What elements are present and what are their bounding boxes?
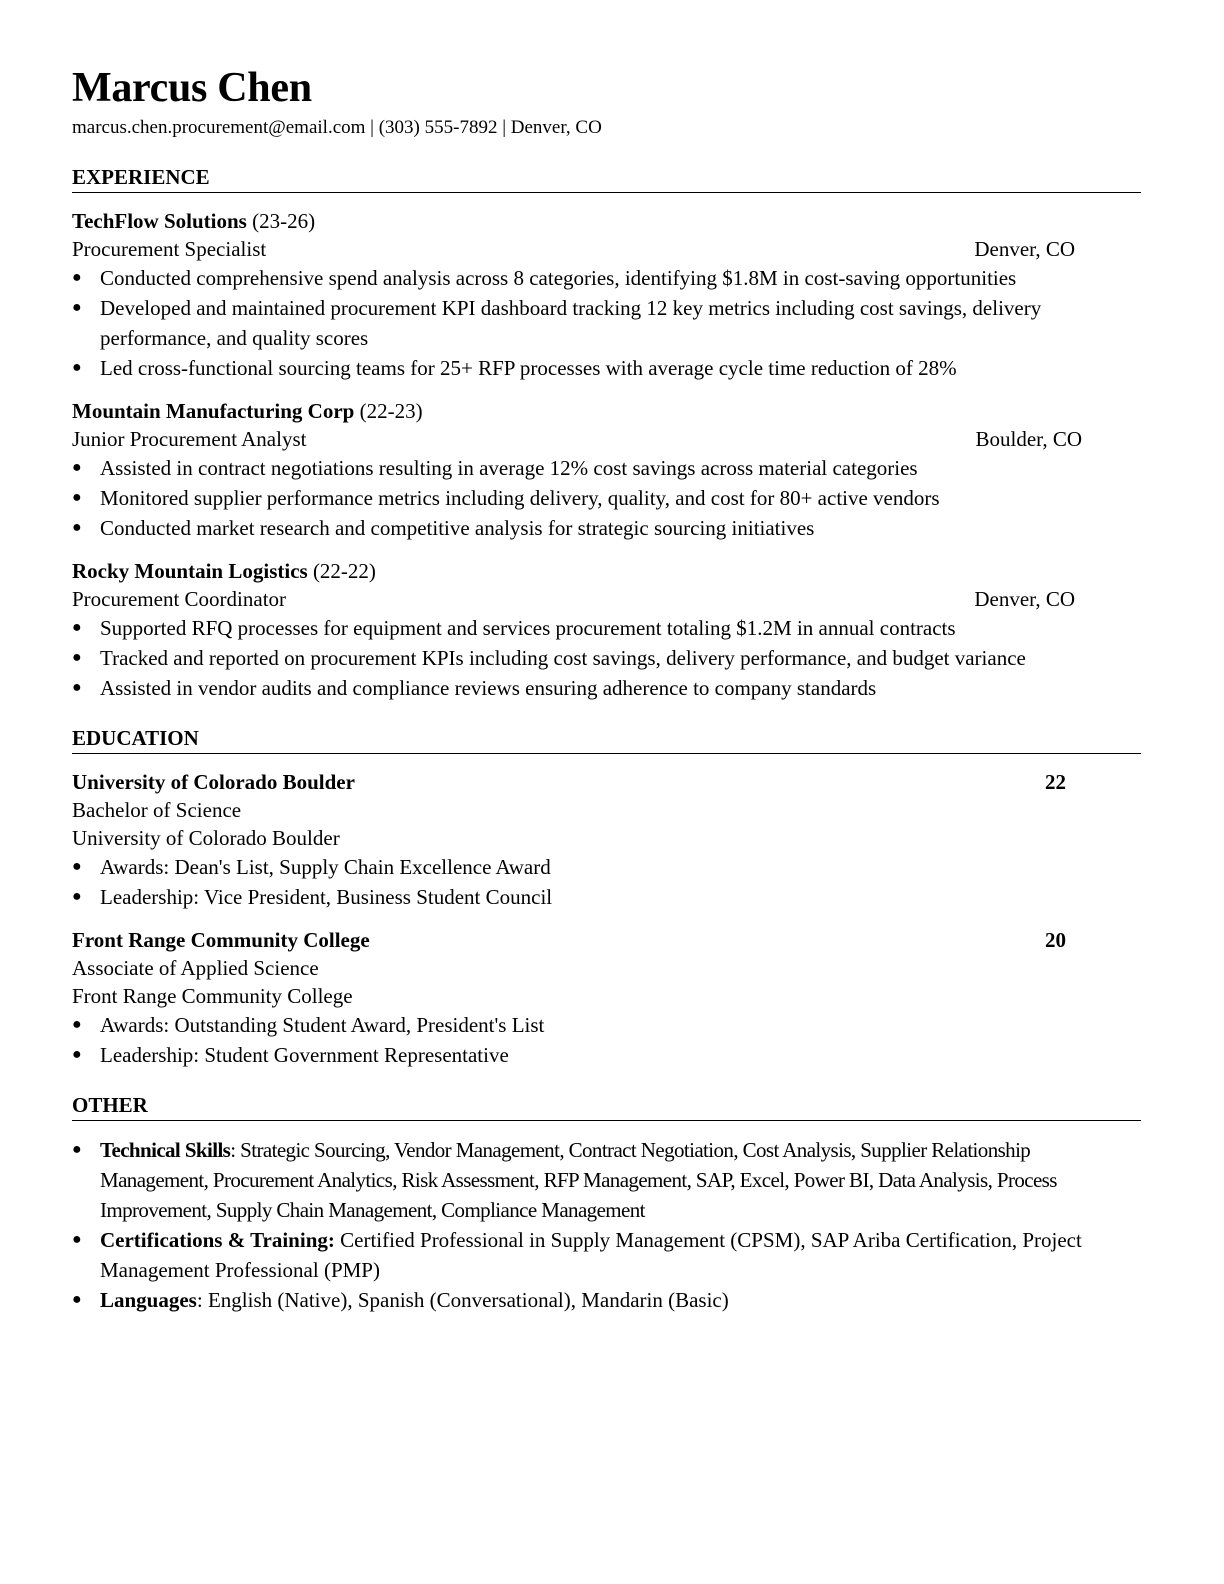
skills-item: ● Technical Skills: Strategic Sourcing, Vendor Management, Contract Negotiation, Cost Analysis, Supplier Relationship Management, Procurement Analytics, Risk Assessment, RFP Management, SAP, Excel, Power BI, Data Analysis, Process Improvement, Supply Chain Management, Compliance Management xyxy=(72,1135,1141,1225)
bullet-icon: ● xyxy=(72,1141,82,1158)
bullet-item: ● Supported RFQ processes for equipment and services procurement totaling $1.2M in annual contracts xyxy=(72,613,1141,643)
bullet-item: ● Developed and maintained procurement KPI dashboard tracking 12 key metrics including cost savings, delivery performance, and quality scores xyxy=(72,293,1141,353)
job-entry xyxy=(72,207,1141,383)
company-name: TechFlow Solutions xyxy=(72,209,247,233)
item-text: English (Native), Spanish (Conversational), Mandarin (Basic) xyxy=(207,1288,729,1312)
bullet-icon: ● xyxy=(72,858,82,875)
job-role: Junior Procurement Analyst xyxy=(72,427,307,451)
job-entry xyxy=(72,557,1141,703)
other-section xyxy=(72,1092,1141,1315)
bullet-icon: ● xyxy=(72,619,82,636)
bullet-icon: ● xyxy=(72,359,82,376)
bullet-item: ● Conducted comprehensive spend analysis across 8 categories, identifying $1.8M in cost-saving opportunities xyxy=(72,263,1141,293)
company-name: Mountain Manufacturing Corp xyxy=(72,399,355,423)
bullet-icon: ● xyxy=(72,269,82,286)
bullet-icon: ● xyxy=(72,1291,82,1308)
section-title-experience: EXPERIENCE xyxy=(72,164,1141,193)
graduation-year: 20 xyxy=(1045,928,1066,952)
school-name: University of Colorado Boulder xyxy=(72,770,355,794)
job-bullets xyxy=(72,613,1141,703)
bullet-icon: ● xyxy=(72,649,82,666)
school-name: Front Range Community College xyxy=(72,928,370,952)
bullet-item: ● Leadership: Student Government Representative xyxy=(72,1040,1141,1070)
bullet-icon: ● xyxy=(72,888,82,905)
bullet-item: ● Conducted market research and competitive analysis for strategic sourcing initiatives xyxy=(72,513,1141,543)
item-label: Languages xyxy=(100,1288,197,1312)
institution: University of Colorado Boulder xyxy=(72,826,340,850)
bullet-icon: ● xyxy=(72,459,82,476)
job-location: Boulder, CO xyxy=(975,427,1082,451)
institution: Front Range Community College xyxy=(72,984,353,1008)
bullet-item: ● Assisted in vendor audits and compliance reviews ensuring adherence to company standards xyxy=(72,673,1141,703)
bullet-icon: ● xyxy=(72,519,82,536)
job-dates: (22-23) xyxy=(359,399,423,423)
job-entry xyxy=(72,397,1141,543)
education-bullets xyxy=(72,852,1141,912)
experience-section xyxy=(72,164,1141,703)
bullet-item: ● Assisted in contract negotiations resulting in average 12% cost savings across material categories xyxy=(72,453,1141,483)
bullet-icon: ● xyxy=(72,679,82,696)
contact-line: marcus.chen.procurement@email.com | (303) 555-7892 | Denver, CO xyxy=(72,117,602,138)
certifications-item xyxy=(72,1225,1141,1285)
job-location: Denver, CO xyxy=(974,237,1075,261)
bullet-icon: ● xyxy=(72,299,82,316)
candidate-name: Marcus Chen xyxy=(72,65,312,111)
languages-item: ● Languages: English (Native), Spanish (Conversational), Mandarin (Basic) xyxy=(72,1285,1141,1315)
degree: Bachelor of Science xyxy=(72,798,242,822)
degree: Associate of Applied Science xyxy=(72,956,319,980)
company-name: Rocky Mountain Logistics xyxy=(72,559,308,583)
section-title-education: EDUCATION xyxy=(72,725,1141,754)
item-text: Strategic Sourcing, Vendor Management, Contract Negotiation, Cost Analysis, Supplier Relationship Management, Procurement Analytics, Risk Assessment, RFP Management, SAP, Excel, Power BI, Data Analysis, Process Improvement, Supply Chain Management, Compliance Management xyxy=(100,1138,1057,1222)
education-entry xyxy=(72,926,1141,1070)
bullet-icon: ● xyxy=(72,1046,82,1063)
graduation-year: 22 xyxy=(1045,770,1066,794)
bullet-item: ● Led cross-functional sourcing teams for 25+ RFP processes with average cycle time reduction of 28% xyxy=(72,353,1141,383)
education-entry xyxy=(72,768,1141,912)
bullet-item: ● Leadership: Vice President, Business Student Council xyxy=(72,882,1141,912)
job-dates: (23-26) xyxy=(252,209,316,233)
job-role: Procurement Specialist xyxy=(72,237,267,261)
job-role: Procurement Coordinator xyxy=(72,587,287,611)
education-section xyxy=(72,725,1141,1070)
bullet-item: ● Awards: Dean's List, Supply Chain Excellence Award xyxy=(72,852,1141,882)
item-label: Technical Skills xyxy=(100,1138,231,1162)
other-bullets xyxy=(72,1135,1141,1315)
resume-page xyxy=(72,64,1141,1315)
job-location: Denver, CO xyxy=(974,587,1075,611)
section-title-other: OTHER xyxy=(72,1092,1141,1121)
education-bullets xyxy=(72,1010,1141,1070)
job-bullets xyxy=(72,453,1141,543)
bullet-item: ● Monitored supplier performance metrics including delivery, quality, and cost for 80+ active vendors xyxy=(72,483,1141,513)
job-bullets xyxy=(72,263,1141,383)
bullet-item: ● Tracked and reported on procurement KPIs including cost savings, delivery performance, and budget variance xyxy=(72,643,1141,673)
bullet-icon: ● xyxy=(72,1016,82,1033)
job-dates: (22-22) xyxy=(312,559,376,583)
item-text: Certified Professional in Supply Management (CPSM), SAP Ariba Certification, Project Management Professional (PMP) xyxy=(100,1228,1082,1282)
bullet-icon: ● xyxy=(72,1231,82,1248)
item-label: Certifications & Training: xyxy=(100,1228,335,1252)
bullet-item: ● Awards: Outstanding Student Award, President's List xyxy=(72,1010,1141,1040)
bullet-icon: ● xyxy=(72,489,82,506)
